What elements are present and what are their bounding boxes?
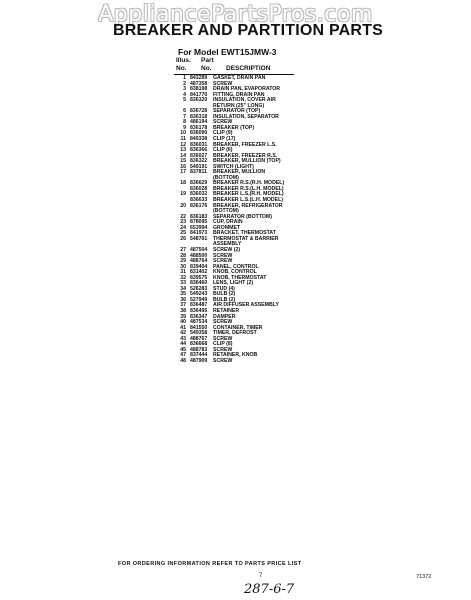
part-description: CLIP (9) (213, 130, 233, 137)
part-description: BREAKER R.S.(R.H. MODEL) (213, 180, 285, 187)
part-number: 836629 (190, 180, 208, 187)
part-description: GROMMET (213, 224, 241, 231)
part-description: ASSEMBLY (213, 241, 242, 248)
part-illus-number: 37 (180, 302, 186, 309)
part-number: 841770 (190, 91, 208, 98)
part-illus-number: 27 (180, 246, 186, 253)
part-description: KNOB, CONTROL (213, 269, 257, 276)
part-description: BREAKER, MULLION (213, 169, 266, 176)
part-description: PANEL, CONTROL (213, 263, 259, 270)
part-number: 837444 (190, 352, 208, 359)
part-number: 836487 (190, 302, 208, 309)
part-illus-number: 33 (180, 280, 186, 287)
part-description: AIR DIFFUSER ASSEMBLY (213, 302, 279, 309)
handwritten-note: 287-6-7 (244, 582, 295, 597)
watermark: AppliancePartsPros.com (98, 2, 373, 27)
part-illus-number: 16 (180, 163, 186, 170)
part-number: 549243 (190, 291, 208, 298)
part-description: CLIP (17) (213, 136, 236, 143)
part-description: DAMPER (213, 313, 236, 320)
illus-header: Illus. (176, 57, 191, 64)
parts-list (174, 76, 314, 364)
column-headers-line1 (176, 57, 226, 65)
part-number: 836090 (190, 130, 208, 137)
part-description: SCREW (213, 346, 233, 353)
part-illus-number: 39 (180, 313, 186, 320)
part-illus-number: 24 (180, 224, 186, 231)
ordering-footer: FOR ORDERING INFORMATION REFER TO PARTS PRICE LIST (118, 561, 302, 567)
part-number: 488783 (190, 346, 208, 353)
part-number: 836178 (190, 124, 208, 131)
part-illus-number: 3 (183, 86, 186, 93)
part-number: 878095 (190, 219, 208, 226)
part-description: CUP, DRAIN (213, 219, 243, 226)
part-description: BULB (2) (213, 296, 236, 303)
part-description: LENS, LIGHT (2) (213, 280, 254, 287)
part-description: SCREW (213, 119, 233, 126)
part-description: CLIP (8) (213, 341, 233, 348)
part-description: TIMER, DEFROST (213, 330, 257, 337)
part-number: 836318 (190, 113, 208, 120)
part-illus-number: 8 (183, 119, 186, 126)
part-illus-number: 43 (180, 335, 186, 342)
part-number: 487909 (190, 357, 208, 364)
part-illus-number: 32 (180, 274, 186, 281)
part-illus-number: 25 (180, 230, 186, 237)
part-description: BRACKET, THERMOSTAT (213, 230, 276, 237)
part-illus-number: 2 (183, 80, 186, 87)
part-description: BREAKER R.S.(L.H. MODEL) (213, 185, 284, 192)
part-description: SCREW (213, 335, 233, 342)
part-illus-number: 6 (183, 108, 186, 115)
part-number: 840338 (190, 136, 208, 143)
part-number: 838198 (190, 86, 208, 93)
part-number: 488500 (190, 252, 208, 259)
part-illus-number: 47 (180, 352, 186, 359)
part-number: 653994 (190, 224, 208, 231)
part-illus-number: 35 (180, 291, 186, 298)
part-illus-number: 42 (180, 330, 186, 337)
model-subtitle: For Model EWT15JMW-3 (178, 47, 277, 57)
part-illus-number: 38 (180, 307, 186, 314)
part-description: SEPARATOR (TOP) (213, 108, 261, 115)
part-number: 836495 (190, 307, 208, 314)
part-number: 548761 (190, 235, 208, 242)
part-description: RETAINER (213, 307, 240, 314)
part-number: 836031 (190, 141, 208, 148)
part-number: 487534 (190, 319, 208, 326)
part-description: CONTAINER, TIMER (213, 324, 263, 331)
part-number: 488767 (190, 335, 208, 342)
part-description: THERMOSTAT & BARRIER (213, 235, 279, 242)
part-description: RETAINER, KNOB (213, 352, 258, 359)
part-description: BREAKER, MULLION (TOP) (213, 158, 281, 165)
part-number: 836347 (190, 313, 208, 320)
part-number: 836027 (190, 152, 208, 159)
part-description: SEPARATOR (BOTTOM) (213, 213, 272, 220)
part-number: 486194 (190, 119, 208, 126)
part-description: BREAKER L.S.(L.H. MODEL) (213, 197, 284, 204)
part-number: 526283 (190, 285, 208, 292)
part-number: 836460 (190, 280, 208, 287)
part-description: BREAKER L.S.(R.H. MODEL) (213, 191, 284, 198)
part-illus-number: 12 (180, 141, 186, 148)
part-description: SCREW (213, 319, 233, 326)
part-number: 839575 (190, 274, 208, 281)
part-illus-number: 23 (180, 219, 186, 226)
part-description: (BOTTOM) (213, 208, 239, 215)
part-number: 843289 (190, 75, 208, 81)
part-illus-number: 4 (183, 91, 186, 98)
page-number: 7 (259, 573, 263, 579)
part-description: SCREW (213, 258, 233, 265)
part-description: RETURN (25" LONG) (213, 102, 265, 109)
column-headers-line2 (176, 65, 270, 73)
part-description: SWITCH (LIGHT) (213, 163, 254, 170)
part-number: 487504 (190, 246, 208, 253)
part-illus-number: 1 (183, 75, 186, 81)
part-description: BULB (2) (213, 291, 236, 298)
part-number: 549358 (190, 330, 208, 337)
part-number: 837811 (190, 169, 208, 176)
part-illus-number: 22 (180, 213, 186, 220)
description-header: DESCRIPTION (226, 65, 271, 72)
part-description: INSULATION, COVER AIR (213, 97, 276, 104)
part-number: 836028 (190, 185, 208, 192)
part-illus-number: 36 (180, 296, 186, 303)
part-illus-number: 5 (183, 97, 186, 104)
part-description: GASKET, DRAIN PAN (213, 75, 266, 81)
part-number: 836366 (190, 147, 208, 154)
part-description: FITTING, DRAIN PAN (213, 91, 265, 98)
part-illus-number: 11 (180, 136, 186, 143)
part-number: 836668 (190, 341, 208, 348)
part-description: BREAKER, FREEZER R.S. (213, 152, 278, 159)
part-description: BREAKER, REFRIGERATOR (213, 202, 283, 209)
part-illus-number: 34 (180, 285, 186, 292)
part-illus-number: 40 (180, 319, 186, 326)
part-number: 488764 (190, 258, 208, 265)
part-number: 487358 (190, 80, 208, 87)
page-title: BREAKER AND PARTITION PARTS (113, 22, 383, 39)
part-illus-number: 31 (180, 269, 186, 276)
part-number: 836320 (190, 97, 208, 104)
part-description: SCREW (213, 252, 233, 259)
part-illus-number: 14 (180, 152, 186, 159)
part-illus-number: 29 (180, 258, 186, 265)
part-number: 836183 (190, 213, 208, 220)
part-illus-number: 18 (180, 180, 186, 187)
part-illus-number: 48 (180, 357, 186, 364)
part-number: 841973 (190, 230, 208, 237)
part-description: INSULATION, SEPARATOR (213, 113, 279, 120)
part-description: BREAKER (TOP) (213, 124, 255, 131)
part-description: DRAIN PAN, EVAPORATOR (213, 86, 281, 93)
part-description: STUD (4) (213, 285, 235, 292)
part-description: SCREW (213, 357, 233, 364)
document-number: 71372 (416, 574, 432, 580)
part-description: (BOTTOM) (213, 174, 239, 181)
part-illus-number: 44 (180, 341, 186, 348)
part-number: 836032 (190, 191, 208, 198)
part-illus-number: 41 (180, 324, 186, 331)
part-number: 549191 (190, 163, 208, 170)
part-illus-number: 20 (180, 202, 186, 209)
part-illus-number: 30 (180, 263, 186, 270)
part-illus-number: 45 (180, 346, 186, 353)
part-number: 527949 (190, 296, 208, 303)
part-no-header: No. (201, 65, 212, 72)
illus-no-header: No. (176, 65, 187, 72)
part-illus-number: 17 (180, 169, 186, 176)
part-illus-number: 26 (180, 235, 186, 242)
part-illus-number: 7 (183, 113, 186, 120)
part-number: 831402 (190, 269, 208, 276)
part-description: BREAKER, FREEZER L.S. (213, 141, 277, 148)
part-number: 836322 (190, 158, 208, 165)
part-illus-number: 9 (183, 124, 186, 131)
part-illus-number: 10 (180, 130, 186, 137)
part-description: CLIP (6) (213, 147, 233, 154)
part-number: 839404 (190, 263, 208, 270)
part-description: SCREW (2) (213, 246, 241, 253)
part-number: 841550 (190, 324, 208, 331)
part-illus-number: 13 (180, 147, 186, 154)
part-description: SCREW (213, 80, 233, 87)
part-description: KNOB, THERMOSTAT (213, 274, 267, 281)
part-number: 836728 (190, 108, 208, 115)
parts-row (174, 359, 314, 365)
part-illus-number: 15 (180, 158, 186, 165)
part-number: 836633 (190, 197, 208, 204)
part-illus-number: 28 (180, 252, 186, 259)
part-illus-number: 19 (180, 191, 186, 198)
part-number: 836176 (190, 202, 208, 209)
part-header: Part (201, 57, 214, 64)
